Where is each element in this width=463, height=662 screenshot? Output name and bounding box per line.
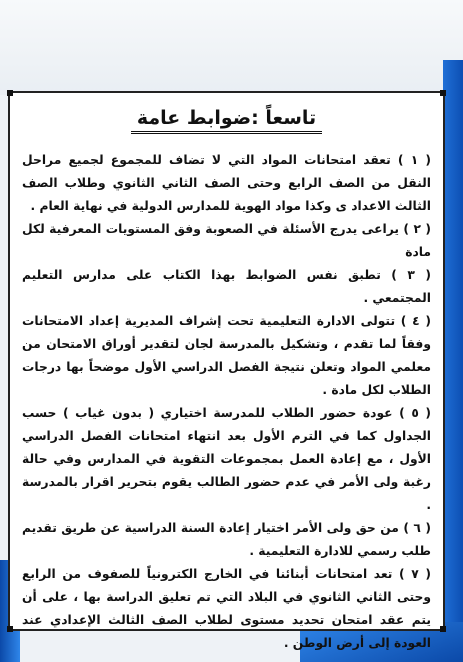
- rule-item-3: ( ٣ ) تطبق نفس الضوابط بهذا الكتاب على مدارس التعليم المجتمعي .: [22, 268, 431, 305]
- frame-corner: [440, 626, 446, 632]
- background-top: [0, 0, 463, 95]
- frame-corner: [440, 90, 446, 96]
- rule-item-6: ( ٦ ) من حق ولى الأمر اختيار إعادة السنة الدراسية عن طريق تقديم طلب رسمي للادارة التعليمية .: [22, 521, 431, 558]
- section-title: تاسعاً :ضوابط عامة: [131, 107, 322, 134]
- rule-item-4: ( ٤ ) تتولى الادارة التعليمية تحت إشراف المديرية إعداد الامتحانات وفقاً لما تقدم ، وتشكيل بالمدرسة لجان لتقدير أوراق الامتحان من معلمي المواد وتعلن نتيجة الفصل الدراسي الأول موضحاً بها درجات الطلاب لكل مادة .: [22, 314, 432, 397]
- rule-item-5: ( ٥ ) عودة حضور الطلاب للمدرسة اختياري ( بدون غياب ) حسب الجداول كما في الترم الأول بعد انتهاء امتحانات الفصل الدراسي الأول ، مع إعادة العمل بمجموعات التقوية في المدارس وفي حالة رغبة ولى الأمر في عدم حضور الطالب يقوم بتحرير اقرار بالمدرسة .: [22, 406, 432, 512]
- rule-item-1: ( ١ ) تعقد امتحانات المواد التي لا تضاف للمجموع لجميع مراحل النقل من الصف الرابع وحتى الصف الثاني الثانوي وطلاب الصف الثالث الاعداد ى وكذا مواد الهوية للمدارس الدولية في نهاية العام .: [22, 153, 431, 213]
- frame-corner: [7, 626, 13, 632]
- document-page: [8, 91, 445, 650]
- rules-list: [22, 149, 431, 655]
- title-container: [10, 107, 443, 134]
- rule-item-2: ( ٢ ) يراعى يدرج الأسئلة في الصعوبة وفق المستويات المعرفية لكل مادة: [22, 222, 431, 259]
- background-blue-stripe: [443, 60, 463, 662]
- rule-item-7: ( ٧ ) تعد امتحانات أبنائنا في الخارج الكترونياً للصفوف من الرابع وحتى الثاني الثانوي في البلاد التي تم تعليق الدراسة بها ، على أن يتم عقد امتحان تحديد مستوى لطلاب الصف الثالث الإعدادي عند العودة إلى أرض الوطن .: [22, 567, 431, 650]
- frame-corner: [7, 90, 13, 96]
